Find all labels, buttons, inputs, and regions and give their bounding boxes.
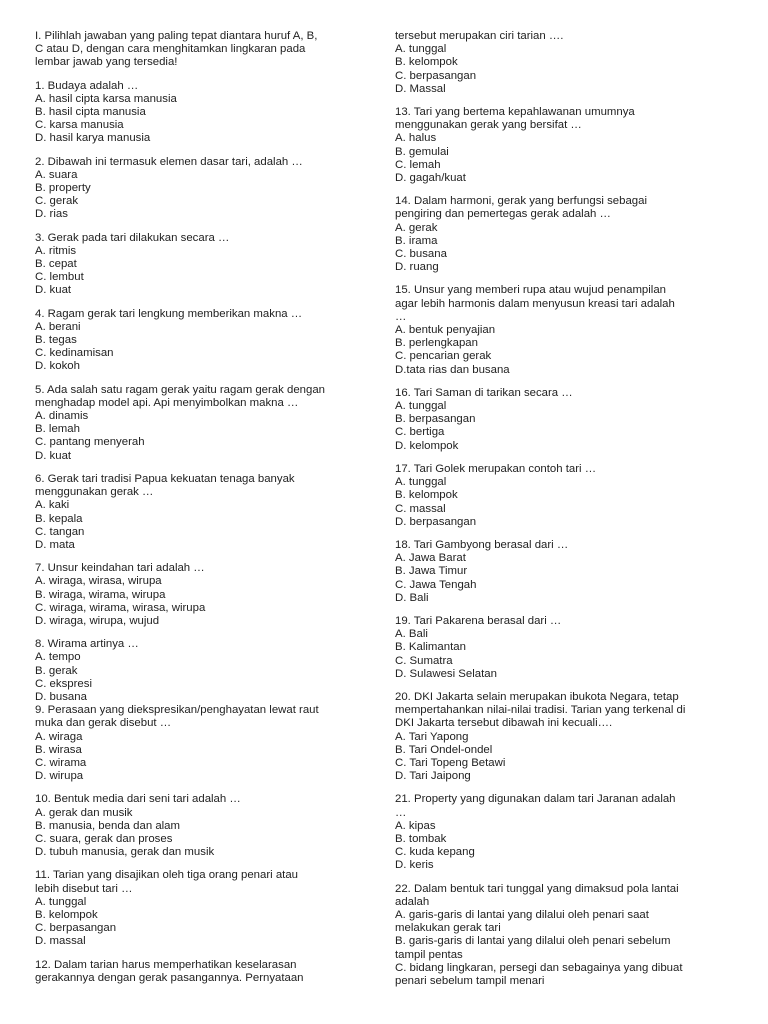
answer-option: C. bertiga [395, 426, 445, 439]
question-line: menggunakan gerak yang bersifat … [395, 119, 582, 132]
answer-option: D. keris [395, 859, 434, 872]
question-text [35, 473, 371, 499]
left-column [35, 30, 371, 995]
answer-option: penari sebelum tampil menari [395, 975, 545, 987]
answer-option: C. lemah [395, 158, 441, 171]
question-block [35, 473, 371, 552]
question-block [35, 704, 371, 783]
question-line: 7. Unsur keindahan tari adalah … [35, 562, 205, 575]
question-line: … [395, 310, 407, 323]
answer-option: A. Bali [395, 628, 428, 641]
answer-option: D. kuat [35, 284, 72, 297]
answer-option: A. tunggal [395, 476, 447, 489]
answer-option: C. Sumatra [395, 654, 453, 667]
answer-option: B. gerak [35, 664, 78, 677]
question-text [35, 232, 371, 245]
answer-option: A. bentuk penyajian [395, 324, 496, 337]
answer-option: C. wirama [35, 756, 87, 769]
question-text [395, 539, 740, 552]
answer-option: B. wiraga, wirama, wirupa [35, 588, 166, 601]
answer-option: C. berpasangan [35, 922, 117, 935]
question-line: 12. Dalam tarian harus memperhatikan keselarasan [35, 958, 297, 971]
question-line: 11. Tarian yang disajikan oleh tiga orang penari atau [35, 869, 299, 882]
answer-option: B. kelompok [395, 56, 458, 69]
answer-option: D.tata rias dan busana [395, 363, 510, 376]
question-line: lebih disebut tari … [35, 882, 133, 895]
answer-option: B. tegas [35, 334, 77, 347]
question-line: menghadap model api. Api menyimbolkan makna … [35, 396, 299, 409]
answer-option: A. tunggal [395, 43, 447, 56]
instruction-line: C atau D, dengan cara menghitamkan lingkaran pada [35, 43, 306, 56]
instruction-line: I. Pilihlah jawaban yang paling tepat diantara huruf A, B, [35, 30, 318, 42]
answer-option: A. halus [395, 132, 437, 145]
question-block [35, 869, 371, 948]
answer-option: D. kuat [35, 449, 72, 462]
answer-option: C. kedinamisan [35, 347, 114, 360]
answer-option: A. wiraga, wirasa, wirupa [35, 575, 162, 588]
question-block [395, 195, 740, 274]
question-line: 16. Tari Saman di tarikan secara … [395, 386, 573, 399]
question-text [35, 384, 371, 410]
question-line: 22. Dalam bentuk tari tunggal yang dimaksud pola lantai [395, 882, 679, 895]
answer-option: B. irama [395, 234, 438, 247]
answer-option: B. tombak [395, 832, 447, 845]
question-text [35, 959, 371, 985]
question-block [395, 539, 740, 605]
answer-option: B. wirasa [35, 743, 82, 756]
question-line: agar lebih harmonis dalam menyusun kreasi tari adalah [395, 297, 675, 310]
answer-option: B. property [35, 182, 91, 195]
answer-option: D. berpasangan [395, 515, 477, 528]
question-line: adalah [395, 895, 430, 908]
answer-option: A. tunggal [35, 895, 87, 908]
answer-option: C. Tari Topeng Betawi [395, 756, 506, 769]
answer-option: D. massal [35, 935, 86, 948]
question-block [35, 232, 371, 298]
answer-option: tampil pentas [395, 948, 463, 961]
answer-option: D. wiraga, wirupa, wujud [35, 614, 160, 627]
question-line: 17. Tari Golek merupakan contoh tari … [395, 462, 597, 475]
question-line: DKI Jakarta tersebut dibawah ini kecuali…. [395, 717, 613, 730]
answer-option: C. suara, gerak dan proses [35, 832, 173, 845]
answer-option: D. mata [35, 538, 75, 551]
question-line: 4. Ragam gerak tari lengkung memberikan makna … [35, 307, 303, 320]
question-line: 8. Wirama artinya … [35, 638, 139, 651]
question-text [395, 691, 740, 731]
question-block [35, 793, 371, 859]
answer-option: B. hasil cipta manusia [35, 106, 146, 119]
question-text [395, 793, 740, 819]
answer-option: C. berpasangan [395, 69, 477, 82]
question-text [395, 883, 740, 909]
question-text [35, 562, 371, 575]
question-text [395, 106, 740, 132]
question-text [35, 869, 371, 895]
answer-option: B. Kalimantan [395, 641, 466, 654]
answer-option: B. gemulai [395, 145, 449, 158]
question-text [35, 638, 371, 651]
answer-option: A. ritmis [35, 244, 77, 257]
question-line: gerakannya dengan gerak pasangannya. Pernyataan [35, 971, 304, 984]
question-block [395, 883, 740, 989]
answer-option: D. Massal [395, 82, 446, 95]
answer-option: B. garis-garis di lantai yang dilalui oleh penari sebelum [395, 935, 671, 948]
answer-option: D. gagah/kuat [395, 172, 466, 185]
question-line: 9. Perasaan yang diekspresikan/penghayatan lewat raut [35, 704, 319, 717]
question-line: 20. DKI Jakarta selain merupakan ibukota Negara, tetap [395, 690, 679, 703]
answer-option: C. kuda kepang [395, 846, 475, 859]
answer-option: A. suara [35, 168, 78, 181]
question-block [35, 308, 371, 374]
instructions [35, 30, 371, 70]
answer-option: D. kokoh [35, 360, 80, 373]
question-line: 18. Tari Gambyong berasal dari … [395, 538, 569, 551]
question-block [395, 106, 740, 185]
question-line: … [395, 806, 407, 819]
answer-option: B. Tari Ondel-ondel [395, 743, 493, 756]
question-block [395, 387, 740, 453]
answer-option: D. busana [35, 690, 87, 703]
answer-option: A. gerak [395, 221, 438, 234]
question-block [395, 691, 740, 783]
question-line: tersebut merupakan ciri tarian …. [395, 30, 564, 42]
question-line: 3. Gerak pada tari dilakukan secara … [35, 231, 230, 244]
answer-option: C. busana [395, 248, 447, 261]
answer-option: A. kipas [395, 819, 436, 832]
answer-option: D. Bali [395, 591, 429, 604]
question-text [395, 387, 740, 400]
question-line: 19. Tari Pakarena berasal dari … [395, 614, 562, 627]
question-block [395, 463, 740, 529]
answer-option: B. cepat [35, 258, 77, 271]
question-block [35, 562, 371, 628]
answer-option: B. berpasangan [395, 413, 476, 426]
question-text [35, 793, 371, 806]
answer-option: C. ekspresi [35, 677, 92, 690]
question-block [35, 80, 371, 146]
answer-option: B. kelompok [35, 908, 98, 921]
answer-option: C. lembut [35, 271, 84, 284]
answer-option: D. tubuh manusia, gerak dan musik [35, 846, 215, 859]
answer-option: D. Sulawesi Selatan [395, 667, 497, 680]
answer-option: C. bidang lingkaran, persegi dan sebagainya yang dibuat [395, 961, 683, 974]
answer-option: B. lemah [35, 423, 80, 436]
question-line: 1. Budaya adalah … [35, 79, 139, 92]
question-text [395, 463, 740, 476]
question-block [395, 30, 740, 96]
answer-option: B. perlengkapan [395, 337, 478, 350]
answer-option: A. garis-garis di lantai yang dilalui oleh penari saat [395, 908, 649, 921]
answer-option: A. Tari Yapong [395, 730, 469, 743]
answer-option: D. Tari Jaipong [395, 770, 471, 783]
answer-option: D. ruang [395, 261, 439, 274]
question-text [35, 80, 371, 93]
answer-option: D. kelompok [395, 439, 459, 452]
question-line: 5. Ada salah satu ragam gerak yaitu ragam gerak dengan [35, 383, 326, 396]
answer-option: C. karsa manusia [35, 119, 124, 132]
question-text [395, 30, 740, 43]
answer-option: D. wirupa [35, 770, 84, 783]
instruction-line: lembar jawab yang tersedia! [35, 56, 178, 69]
answer-option: C. tangan [35, 525, 85, 538]
question-text [395, 615, 740, 628]
question-block [35, 959, 371, 985]
question-line: 14. Dalam harmoni, gerak yang berfungsi sebagai [395, 195, 648, 208]
question-line: mempertahankan nilai-nilai tradisi. Tarian yang terkenal di [395, 704, 686, 717]
answer-option: A. tunggal [395, 400, 447, 413]
question-line: 13. Tari yang bertema kepahlawanan umumnya [395, 106, 635, 119]
question-line: 10. Bentuk media dari seni tari adalah … [35, 793, 241, 806]
answer-option: C. pantang menyerah [35, 436, 145, 449]
question-text [35, 704, 371, 730]
question-line: muka dan gerak disebut … [35, 717, 172, 730]
question-line: 6. Gerak tari tradisi Papua kekuatan tenaga banyak [35, 472, 295, 485]
question-line: 15. Unsur yang memberi rupa atau wujud penampilan [395, 284, 667, 297]
answer-option: A. dinamis [35, 410, 89, 423]
answer-option: B. Jawa Timur [395, 565, 468, 578]
answer-option: A. berani [35, 320, 81, 333]
question-block [35, 156, 371, 222]
answer-option: A. gerak dan musik [35, 806, 133, 819]
question-block [395, 615, 740, 681]
question-text [395, 284, 740, 324]
answer-option: A. wiraga [35, 730, 83, 743]
question-line: pengiring dan pemertegas gerak adalah … [395, 208, 611, 221]
answer-option: D. hasil karya manusia [35, 132, 151, 145]
answer-option: D. rias [35, 208, 68, 221]
question-block [35, 638, 371, 704]
answer-option: melakukan gerak tari [395, 922, 501, 935]
answer-option: A. hasil cipta karsa manusia [35, 92, 177, 105]
question-line: menggunakan gerak … [35, 486, 154, 499]
question-text [35, 308, 371, 321]
question-block [395, 284, 740, 376]
answer-option: C. pencarian gerak [395, 350, 492, 363]
answer-option: C. massal [395, 502, 446, 515]
question-text [395, 195, 740, 221]
answer-option: C. wiraga, wirama, wirasa, wirupa [35, 601, 206, 614]
answer-option: B. kepala [35, 512, 83, 525]
question-line: 2. Dibawah ini termasuk elemen dasar tari, adalah … [35, 155, 303, 168]
right-column [395, 30, 740, 998]
answer-option: B. kelompok [395, 489, 458, 502]
answer-option: C. gerak [35, 195, 79, 208]
question-block [35, 384, 371, 463]
answer-option: A. tempo [35, 651, 81, 664]
answer-option: B. manusia, benda dan alam [35, 819, 181, 832]
answer-option: A. kaki [35, 499, 70, 512]
answer-option: A. Jawa Barat [395, 552, 466, 565]
question-text [35, 156, 371, 169]
question-line: 21. Property yang digunakan dalam tari Jaranan adalah [395, 793, 676, 806]
question-block [395, 793, 740, 872]
answer-option: C. Jawa Tengah [395, 578, 477, 591]
